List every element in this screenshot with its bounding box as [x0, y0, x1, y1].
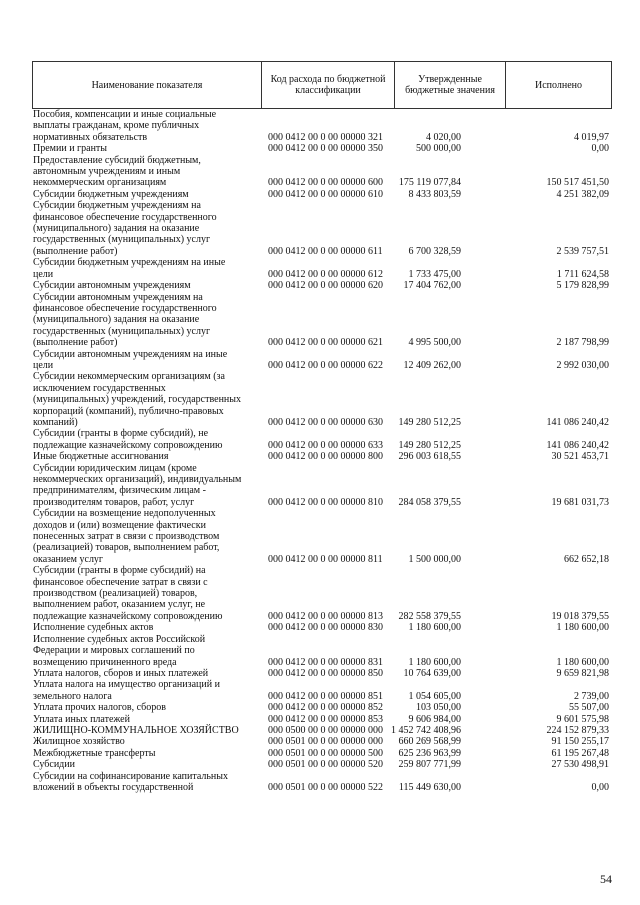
row-code: 000 0412 00 0 00 00000 321 — [268, 131, 383, 143]
row-name-line: финансовое обеспечение государственного — [33, 211, 217, 223]
table-row — [33, 736, 613, 747]
row-approved: 282 558 379,55 — [398, 610, 461, 622]
row-name — [33, 143, 261, 154]
row-approved: 500 000,00 — [416, 143, 461, 155]
row-name-line: ЖИЛИЩНО-КОММУНАЛЬНОЕ ХОЗЯЙСТВО — [33, 724, 239, 736]
row-executed: 1 180 600,00 — [556, 656, 609, 668]
table-row — [33, 463, 613, 509]
row-name-line: (муниципального) задания на оказание — [33, 314, 200, 326]
row-name-line: Субсидии бюджетным учреждениям на иные — [33, 257, 226, 269]
row-executed: 61 195 267,48 — [551, 747, 609, 759]
row-name-line: доходов и (или) возмещение фактически — [33, 519, 206, 531]
row-code: 000 0412 00 0 00 00000 851 — [268, 690, 383, 702]
table-row — [33, 508, 613, 565]
row-name-line: Субсидии — [33, 759, 75, 771]
row-name-line: финансовое обеспечение затрат в связи с — [33, 576, 208, 588]
row-approved: 259 807 771,99 — [398, 759, 461, 771]
row-code: 000 0500 00 0 00 00000 000 — [268, 724, 383, 736]
row-executed: 91 150 255,17 — [551, 736, 609, 748]
table-row — [33, 428, 613, 451]
table-row — [33, 280, 613, 291]
row-code: 000 0412 00 0 00 00000 811 — [268, 553, 383, 565]
table-row — [33, 143, 613, 154]
row-name-line: (реализацией) товаров, выполнением работ, — [33, 542, 220, 554]
row-name-line: земельного налога — [33, 690, 112, 702]
row-approved: 1 733 475,00 — [408, 268, 461, 280]
row-code: 000 0412 00 0 00 00000 350 — [268, 143, 383, 155]
row-approved: 17 404 762,00 — [403, 280, 461, 292]
row-name — [33, 634, 261, 668]
row-executed: 55 507,00 — [569, 702, 609, 714]
row-name — [33, 371, 261, 428]
row-name-line: (муниципального) задания на оказание — [33, 223, 200, 235]
row-executed: 2 992 030,00 — [556, 359, 609, 371]
table-row — [33, 200, 613, 257]
row-name-line: Уплата иных платежей — [33, 713, 130, 725]
row-name-line: Субсидии автономным учреждениям на — [33, 291, 203, 303]
row-code: 000 0412 00 0 00 00000 600 — [268, 177, 383, 189]
row-approved: 296 003 618,55 — [398, 451, 461, 463]
row-name-line: исключением государственных — [33, 382, 166, 394]
row-approved: 149 280 512,25 — [398, 416, 461, 428]
row-name-line: Исполнение судебных актов — [33, 622, 154, 634]
row-name-line: Субсидии бюджетным учреждениям на — [33, 200, 201, 212]
row-approved: 625 236 963,99 — [398, 747, 461, 759]
row-name-line: финансовое обеспечение государственного — [33, 302, 217, 314]
table-row — [33, 634, 613, 668]
row-approved: 4 995 500,00 — [408, 337, 461, 349]
row-executed: 141 086 240,42 — [546, 416, 609, 428]
row-executed: 224 152 879,33 — [546, 724, 609, 736]
row-approved: 149 280 512,25 — [398, 439, 461, 451]
row-name-line: нормативных обязательств — [33, 131, 148, 143]
row-executed: 141 086 240,42 — [546, 439, 609, 451]
row-approved: 12 409 262,00 — [403, 359, 461, 371]
row-name-line: автономным учреждениям и иным — [33, 166, 181, 178]
row-name — [33, 679, 261, 702]
row-code: 000 0501 00 0 00 00000 520 — [268, 759, 383, 771]
row-name — [33, 508, 261, 565]
row-name-line: понесенных затрат в связи с производством — [33, 531, 220, 543]
table-row — [33, 109, 613, 143]
row-name — [33, 349, 261, 372]
row-name — [33, 736, 261, 747]
table-row — [33, 702, 613, 713]
table-row — [33, 189, 613, 200]
row-name-line: (муниципальных) учреждений, государственных — [33, 394, 241, 406]
row-code: 000 0412 00 0 00 00000 852 — [268, 702, 383, 714]
row-name — [33, 280, 261, 291]
table-row — [33, 565, 613, 622]
row-code: 000 0412 00 0 00 00000 850 — [268, 667, 383, 679]
row-name — [33, 714, 261, 725]
row-approved: 103 050,00 — [416, 702, 461, 714]
row-code: 000 0412 00 0 00 00000 633 — [268, 439, 383, 451]
row-code: 000 0412 00 0 00 00000 622 — [268, 359, 383, 371]
row-name-line: некоммерческих организаций), индивидуальным — [33, 474, 242, 485]
row-name-line: цели — [33, 268, 54, 280]
row-name-line: Предоставление субсидий бюджетным, — [33, 154, 201, 166]
row-code: 000 0412 00 0 00 00000 800 — [268, 451, 383, 463]
row-name — [33, 200, 261, 257]
row-name — [33, 155, 261, 189]
row-executed: 0,00 — [591, 781, 609, 793]
row-name-line: Уплата налогов, сборов и иных платежей — [33, 667, 209, 679]
row-code: 000 0501 00 0 00 00000 500 — [268, 747, 383, 759]
row-name-line: Субсидии юридическим лицам (кроме — [33, 462, 197, 474]
row-code: 000 0412 00 0 00 00000 610 — [268, 188, 383, 200]
row-approved: 115 449 630,00 — [398, 781, 461, 793]
table-row — [33, 679, 613, 702]
row-name-line: Субсидии некоммерческим организациям (за — [33, 371, 225, 383]
table-row — [33, 759, 613, 770]
row-code: 000 0412 00 0 00 00000 611 — [268, 245, 383, 257]
table-body — [33, 109, 613, 793]
row-code: 000 0412 00 0 00 00000 831 — [268, 656, 383, 668]
row-name — [33, 451, 261, 462]
row-name — [33, 622, 261, 633]
row-approved: 9 606 984,00 — [408, 713, 461, 725]
row-name — [33, 771, 261, 794]
row-code: 000 0412 00 0 00 00000 853 — [268, 713, 383, 725]
row-executed: 150 517 451,50 — [546, 177, 609, 189]
row-name-line: выплаты гражданам, кроме публичных — [33, 120, 200, 132]
row-name — [33, 702, 261, 713]
table-header — [32, 61, 612, 109]
header-executed: Исполнено — [506, 62, 612, 109]
table-row — [33, 622, 613, 633]
row-name-line: предпринимателям, физическим лицам - — [33, 485, 206, 497]
row-name-line: Уплата налога на имущество организаций и — [33, 679, 220, 691]
row-code: 000 0412 00 0 00 00000 810 — [268, 496, 383, 508]
page-number: 54 — [600, 872, 612, 886]
row-executed: 2 539 757,51 — [556, 245, 609, 257]
table-row — [33, 257, 613, 280]
row-name-line: выполнением работ, оказанием услуг, не — [33, 599, 206, 611]
row-executed: 4 019,97 — [574, 131, 609, 143]
row-name-line: производителям товаров, работ, услуг — [33, 496, 195, 508]
row-name-line: цели — [33, 359, 54, 371]
row-name — [33, 428, 261, 451]
row-name-line: подлежащие казначейскому сопровождению — [33, 610, 223, 622]
row-approved: 660 269 568,99 — [398, 736, 461, 748]
row-code: 000 0412 00 0 00 00000 620 — [268, 280, 383, 292]
row-approved: 4 020,00 — [426, 131, 461, 143]
row-name-line: Федерации и мировых соглашений по — [33, 645, 195, 657]
row-name — [33, 565, 261, 622]
row-name-line: Субсидии на софинансирование капитальных — [33, 770, 228, 782]
row-name — [33, 463, 261, 509]
row-executed: 9 659 821,98 — [556, 667, 609, 679]
row-approved: 1 500 000,00 — [408, 553, 461, 565]
row-name-line: подлежащие казначейскому сопровождению — [33, 439, 223, 451]
row-name-line: (выполнение работ) — [33, 337, 118, 349]
row-name-line: Иные бюджетные ассигнования — [33, 451, 169, 463]
table-row — [33, 714, 613, 725]
row-name — [33, 759, 261, 770]
row-name-line: Субсидии (гранты в форме субсидий), не — [33, 428, 209, 440]
row-code: 000 0412 00 0 00 00000 813 — [268, 610, 383, 622]
row-name — [33, 292, 261, 349]
table-row — [33, 371, 613, 428]
row-executed: 1 711 624,58 — [556, 268, 609, 280]
header-code: Код расхода по бюджетной классификации — [262, 62, 395, 109]
row-approved: 1 180 600,00 — [408, 656, 461, 668]
header-approved: Утвержденные бюджетные значения — [395, 62, 506, 109]
row-code: 000 0412 00 0 00 00000 830 — [268, 622, 383, 634]
row-approved: 8 433 803,59 — [408, 188, 461, 200]
row-name-line: Субсидии автономным учреждениям — [33, 280, 191, 292]
row-approved: 1 054 605,00 — [408, 690, 461, 702]
row-approved: 284 058 379,55 — [398, 496, 461, 508]
row-code: 000 0412 00 0 00 00000 621 — [268, 337, 383, 349]
table-row — [33, 292, 613, 349]
row-name-line: некоммерческим организациям — [33, 177, 167, 189]
row-name-line: оказанием услуг — [33, 553, 104, 565]
row-name-line: вложений в объекты государственной — [33, 781, 194, 793]
row-name-line: возмещению причиненного вреда — [33, 656, 177, 668]
row-name-line: Исполнение судебных актов Российской — [33, 633, 206, 645]
row-name-line: Субсидии на возмещение недополученных — [33, 508, 216, 520]
row-approved: 6 700 328,59 — [408, 245, 461, 257]
row-name-line: государственных (муниципальных) услуг — [33, 234, 211, 246]
row-approved: 175 119 077,84 — [398, 177, 461, 189]
row-executed: 5 179 828,99 — [556, 280, 609, 292]
row-name — [33, 257, 261, 280]
row-name-line: Субсидии бюджетным учреждениям — [33, 188, 189, 200]
row-name-line: производством (реализацией) товаров, — [33, 588, 198, 600]
row-code: 000 0501 00 0 00 00000 000 — [268, 736, 383, 748]
row-executed: 4 251 382,09 — [556, 188, 609, 200]
row-name-line: Субсидии (гранты в форме субсидий) на — [33, 565, 206, 577]
row-executed: 2 739,00 — [574, 690, 609, 702]
row-name-line: Пособия, компенсации и иные социальные — [33, 109, 217, 120]
row-name-line: Субсидии автономным учреждениям на иные — [33, 348, 228, 360]
row-code: 000 0412 00 0 00 00000 612 — [268, 268, 383, 280]
table-row — [33, 725, 613, 736]
table-row — [33, 155, 613, 189]
table-row — [33, 668, 613, 679]
row-approved: 1 452 742 408,96 — [391, 724, 461, 736]
row-executed: 1 180 600,00 — [556, 622, 609, 634]
row-approved: 10 764 639,00 — [403, 667, 461, 679]
row-code: 000 0501 00 0 00 00000 522 — [268, 781, 383, 793]
row-executed: 19 018 379,55 — [551, 610, 609, 622]
row-executed: 9 601 575,98 — [556, 713, 609, 725]
row-approved: 1 180 600,00 — [408, 622, 461, 634]
row-name — [33, 189, 261, 200]
table-row — [33, 451, 613, 462]
header-name: Наименование показателя — [33, 62, 262, 109]
row-name — [33, 109, 261, 143]
row-name-line: корпораций (компаний), публично-правовых — [33, 405, 224, 417]
row-executed: 662 652,18 — [564, 553, 609, 565]
row-executed: 27 530 498,91 — [551, 759, 609, 771]
row-executed: 0,00 — [591, 143, 609, 155]
row-executed: 19 681 031,73 — [551, 496, 609, 508]
row-name-line: (выполнение работ) — [33, 245, 118, 257]
row-name — [33, 725, 261, 736]
row-name-line: компаний) — [33, 416, 78, 428]
row-name-line: государственных (муниципальных) услуг — [33, 325, 211, 337]
row-name-line: Уплата прочих налогов, сборов — [33, 702, 166, 714]
row-name — [33, 748, 261, 759]
row-name-line: Межбюджетные трансферты — [33, 747, 156, 759]
row-executed: 30 521 453,71 — [551, 451, 609, 463]
row-name-line: Жилищное хозяйство — [33, 736, 125, 748]
row-name — [33, 668, 261, 679]
row-name-line: Премии и гранты — [33, 143, 108, 155]
table-row — [33, 349, 613, 372]
table-row — [33, 771, 613, 794]
row-code: 000 0412 00 0 00 00000 630 — [268, 416, 383, 428]
row-executed: 2 187 798,99 — [556, 337, 609, 349]
table-row — [33, 748, 613, 759]
